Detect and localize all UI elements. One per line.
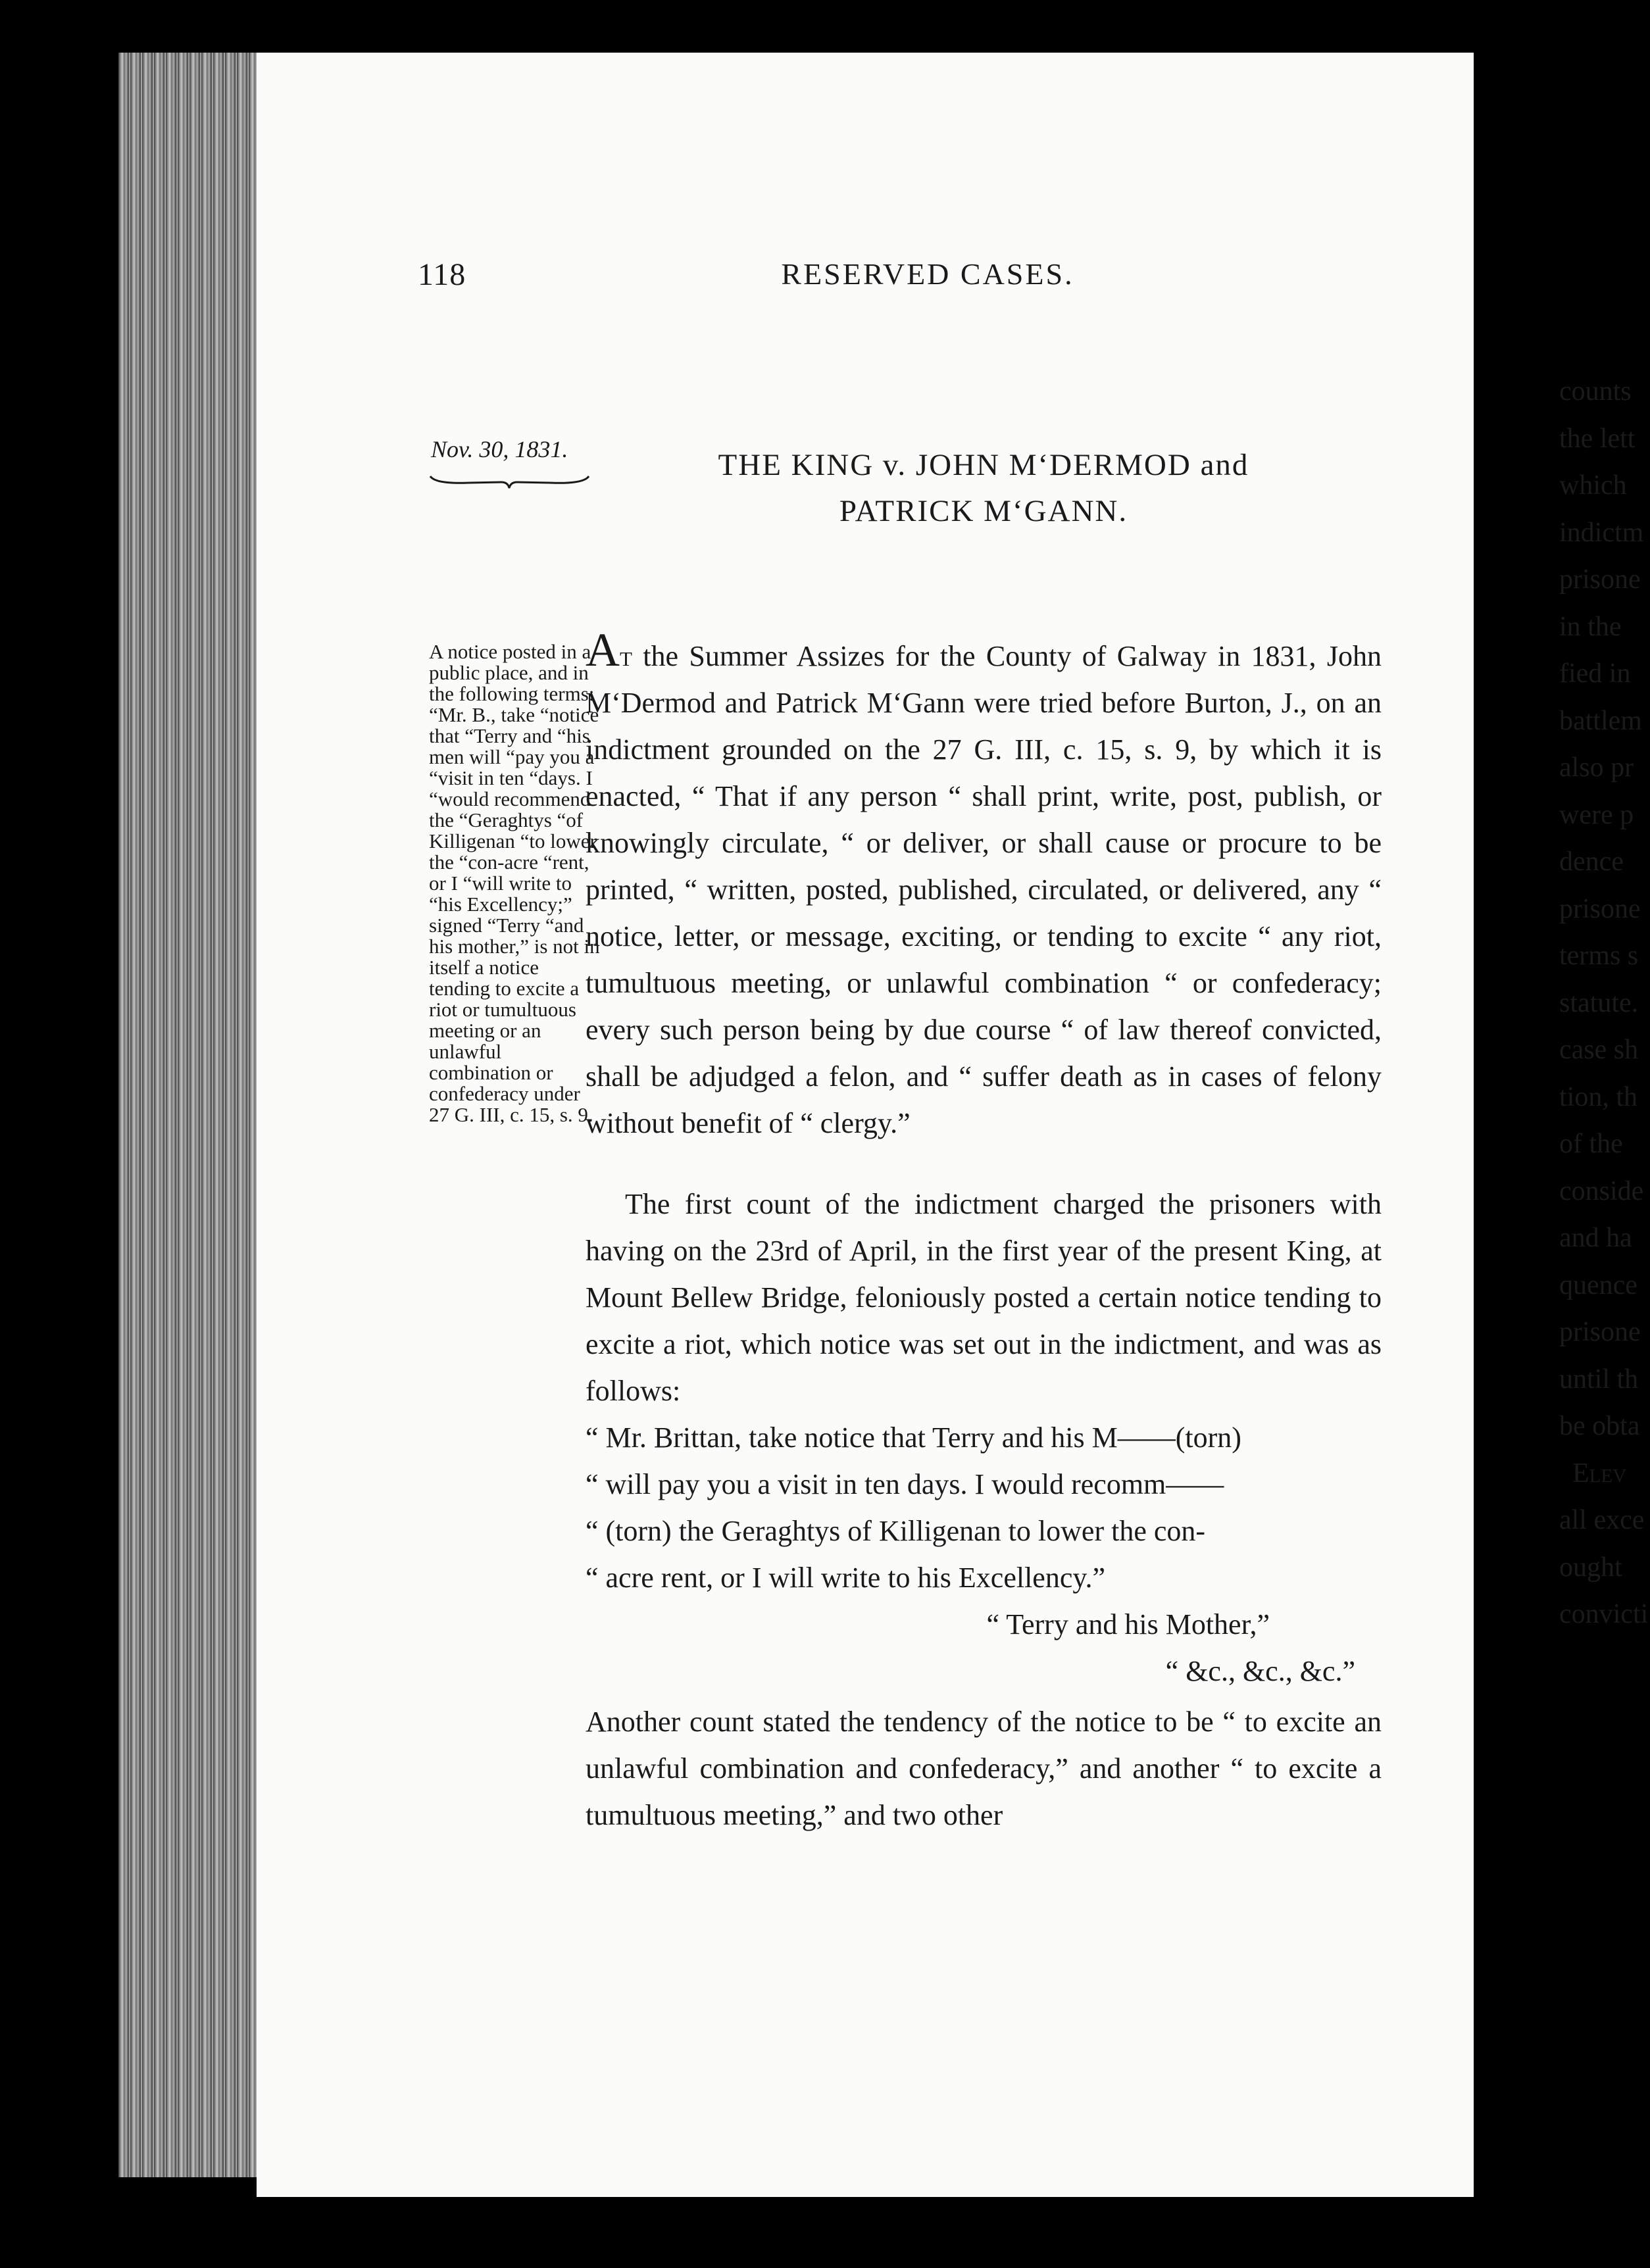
fragment-line: fied in — [1559, 658, 1631, 689]
case-title-line2: PATRICK M‘GANN. — [839, 494, 1128, 528]
quoted-notice — [586, 1414, 1382, 1694]
quote-line: “ Mr. Brittan, take notice that Terry and his M——(torn) — [586, 1421, 1241, 1454]
right-page-fragments — [1559, 368, 1650, 1639]
fragment-line: which — [1559, 470, 1627, 501]
quote-line: “ (torn) the Geraghtys of Killigenan to lower the con- — [586, 1515, 1206, 1547]
fragment-line: until th — [1559, 1364, 1639, 1394]
fragment-line: also pr — [1559, 752, 1634, 783]
fragment-line: convicti — [1559, 1599, 1649, 1629]
margin-note: A notice posted in a public place, and in the following terms: “Mr. B., take “notice that “Terry and “his men will “pay you a “visit in ten “days. I “would recommend the “Geraghtys “of Killigenan “to lower the “con-acre “rent, or I “will write to “his Excellency;” signed “Terry “and his mother,” is not in itself a notice tending to excite a riot or tumultuous meeting or an unlawful combination or confederacy under 27 G. III, c. 15, s. 9. — [429, 640, 600, 1126]
date-brace — [429, 474, 590, 489]
fragment-line: quence — [1559, 1270, 1638, 1300]
quote-line: “ acre rent, or I will write to his Excellency.” — [586, 1562, 1106, 1594]
left-page — [257, 53, 1474, 2197]
fragment-line: were p — [1559, 799, 1634, 830]
paragraph-2: The first count of the indictment charged the prisoners with having on the 23rd of April, in the first year of the present King, at Mount Bellew Bridge, feloniously posted a certain notice tending to excite a riot, which notice was set out in the indictment, and was as follows: — [586, 1188, 1382, 1407]
running-head — [418, 257, 1438, 309]
paragraph-1 — [586, 624, 1382, 1146]
fragment-line: battlem — [1559, 705, 1642, 736]
fragment-line: in the — [1559, 611, 1622, 642]
case-date: Nov. 30, 1831. — [431, 436, 568, 462]
case-title — [625, 442, 1342, 534]
paragraph-1-text: the Summer Assizes for the County of Galway in 1831, John M‘Dermod and Patrick M‘Gann were tried before Burton, J., on an indictment grounded on the 27 G. III, c. 15, s. 9, by which it is enacted, “ That if any person “ shall print, write, post, publish, or knowingly circulate, “ or deliver, or shall cause or procure to be printed, “ written, posted, published, circulated, or delivered, any “ notice, letter, or message, exciting, or tending to excite “ any riot, tumultuous meeting, or unlawful combination “ or confederacy; every such person being by due course “ of law thereof convicted, shall be adjudged a felon, and “ suffer death as in cases of felony without benefit of “ clergy.” — [586, 640, 1382, 1139]
notice-signature: “ Terry and his Mother,” — [986, 1608, 1270, 1640]
right-page — [1489, 92, 1650, 2230]
fragment-line: prisone — [1559, 893, 1641, 924]
fragment-line: of the — [1559, 1129, 1623, 1159]
book-gutter-edge — [118, 53, 257, 2177]
running-title: RESERVED CASES. — [781, 257, 1074, 291]
fragment-line: ought — [1559, 1552, 1622, 1583]
dropcap-continuation: t — [620, 640, 632, 672]
fragment-line: Elev — [1572, 1458, 1627, 1489]
fragment-line: tion, th — [1559, 1081, 1638, 1112]
page-number: 118 — [418, 257, 466, 292]
fragment-line: prisone — [1559, 564, 1641, 595]
notice-etc: “ &c., &c., &c.” — [1165, 1655, 1355, 1687]
case-title-line1: THE KING v. JOHN M‘DERMOD and — [718, 448, 1249, 482]
quote-line: “ will pay you a visit in ten days. I would recomm—— — [586, 1468, 1224, 1500]
fragment-line: conside — [1559, 1175, 1644, 1206]
fragment-line: indictm — [1559, 517, 1644, 548]
body-text — [586, 624, 1382, 1838]
dropcap: A — [586, 624, 620, 676]
fragment-line: case sh — [1559, 1035, 1639, 1065]
fragment-line: be obta — [1559, 1411, 1640, 1441]
fragment-line: counts — [1559, 376, 1632, 407]
paragraph-3: Another count stated the tendency of the notice to be “ to excite an unlawful combination and confederacy,” and another “ to excite a tumultuous meeting,” and two other — [586, 1706, 1382, 1831]
fragment-line: terms s — [1559, 941, 1639, 971]
fragment-line: and ha — [1559, 1223, 1632, 1253]
fragment-line: dence — [1559, 847, 1624, 877]
fragment-line: prisone — [1559, 1317, 1641, 1347]
fragment-line: statute. — [1559, 987, 1639, 1018]
fragment-line: the lett — [1559, 423, 1636, 454]
fragment-line: all exce — [1559, 1505, 1645, 1535]
